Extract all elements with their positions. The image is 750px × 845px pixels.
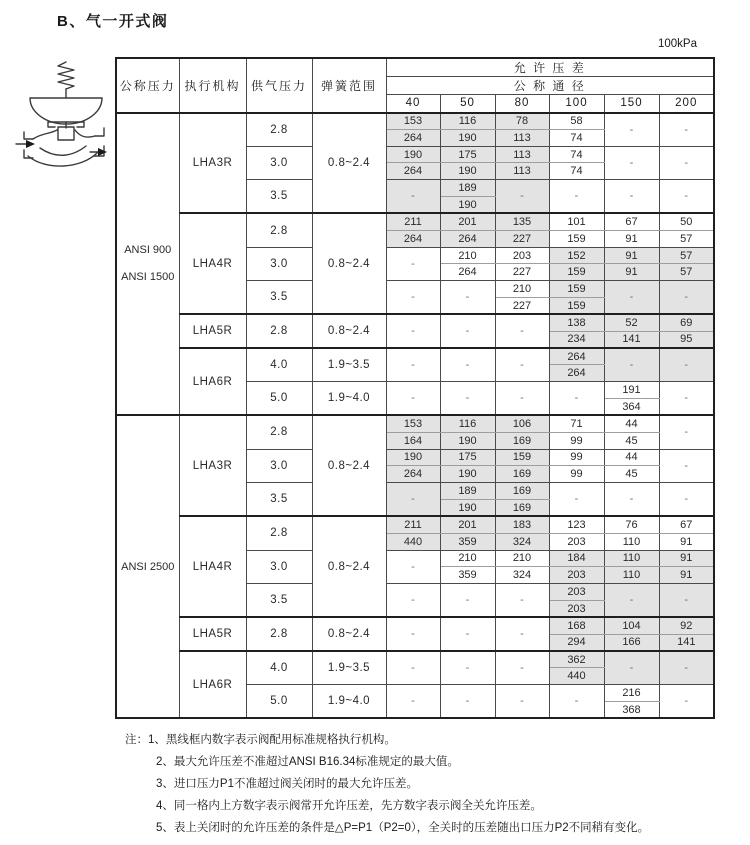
value-cell: 104 [604,617,659,634]
value-cell: 169 [495,432,549,449]
value-cell: 44 [604,449,659,466]
value-cell: 99 [549,466,604,483]
value-cell: 113 [495,129,549,146]
value-cell: 169 [495,466,549,483]
value-cell: 45 [604,432,659,449]
value-cell: 92 [659,617,714,634]
value-cell: 264 [440,230,495,247]
value-cell: 57 [659,264,714,281]
value-cell: - [386,550,440,584]
value-cell: - [386,247,440,281]
value-cell: 211 [386,213,440,230]
value-cell: - [604,146,659,180]
value-cell: 264 [549,348,604,365]
value-cell: - [386,314,440,348]
actuator-model-cell: LHA4R [179,213,246,314]
note-item: 5、表上关闭时的允许压差的条件是△P=P1（P2=0），全关时的压差随出口压力P2不同稍有变化。 [156,822,650,834]
value-cell: 190 [440,466,495,483]
value-cell: 113 [495,163,549,180]
value-cell: 91 [604,230,659,247]
value-cell: 50 [659,213,714,230]
value-cell: - [604,483,659,517]
value-cell: - [440,281,495,315]
value-cell: 216 [604,685,659,702]
value-cell: 159 [549,281,604,298]
value-cell: 201 [440,516,495,533]
column-header: 执行机构 [179,58,246,113]
value-cell: 101 [549,213,604,230]
page-title: B、气一开式阀 [57,13,169,30]
note-item: 注：1、黑线框内数字表示阀配用标准规格执行机构。 [125,734,396,746]
spring-range-cell: 1.9~4.0 [312,382,386,416]
value-cell: 57 [659,230,714,247]
value-cell: 67 [659,516,714,533]
span-header-allowable-dp: 允 许 压 差 [386,58,714,77]
spring-range-cell: 0.8~2.4 [312,415,386,516]
value-cell: 141 [604,331,659,348]
column-header: 供气压力 [246,58,312,113]
value-cell: 364 [604,399,659,416]
size-header: 150 [604,95,659,113]
value-cell: 159 [549,230,604,247]
notes-label: 注： [125,734,148,746]
value-cell: 91 [659,567,714,584]
supply-pressure-cell: 3.0 [246,247,312,281]
value-cell: - [495,651,549,685]
value-cell: 58 [549,113,604,130]
note-item: 4、同一格内上方数字表示阀常开允许压差，先方数字表示阀全关允许压差。 [156,800,542,812]
value-cell: - [386,483,440,517]
value-cell: - [495,180,549,214]
value-cell: - [604,348,659,382]
value-cell: 359 [440,533,495,550]
actuator-model-cell: LHA5R [179,617,246,651]
value-cell: 264 [386,466,440,483]
value-cell: - [386,584,440,618]
value-cell: 324 [495,567,549,584]
value-cell: - [386,348,440,382]
value-cell: 264 [386,230,440,247]
actuator-model-cell: LHA3R [179,415,246,516]
value-cell: 110 [604,533,659,550]
value-cell: 71 [549,415,604,432]
value-cell: - [440,617,495,651]
value-cell: - [386,685,440,719]
note-item: 2、最大允许压差不准超过ANSI B16.34标准规定的最大值。 [156,756,459,768]
value-cell: - [659,382,714,416]
value-cell: 264 [549,365,604,382]
value-cell: 99 [549,432,604,449]
value-cell: - [386,617,440,651]
value-cell: 159 [495,449,549,466]
value-cell: 106 [495,415,549,432]
value-cell: - [386,382,440,416]
value-cell: 91 [604,264,659,281]
spring-range-cell: 0.8~2.4 [312,213,386,314]
value-cell: 264 [386,129,440,146]
supply-pressure-cell: 3.0 [246,550,312,584]
value-cell: 153 [386,415,440,432]
value-cell: 123 [549,516,604,533]
pressure-differential-table [115,57,715,719]
value-cell: 211 [386,516,440,533]
value-cell: 110 [604,567,659,584]
value-cell: 74 [549,129,604,146]
value-cell: 189 [440,483,495,500]
value-cell: 91 [659,533,714,550]
actuator-model-cell: LHA4R [179,516,246,617]
value-cell: 201 [440,213,495,230]
supply-pressure-cell: 2.8 [246,213,312,247]
spring-range-cell: 1.9~3.5 [312,348,386,382]
value-cell: 74 [549,146,604,163]
value-cell: 52 [604,314,659,331]
value-cell: 440 [549,668,604,685]
value-cell: - [549,483,604,517]
value-cell: - [659,483,714,517]
supply-pressure-cell: 3.0 [246,449,312,483]
value-cell: 203 [549,533,604,550]
size-header: 100 [549,95,604,113]
value-cell: 168 [549,617,604,634]
value-cell: 359 [440,567,495,584]
value-cell: - [440,382,495,416]
value-cell: - [495,382,549,416]
value-cell: 210 [440,247,495,264]
value-cell: 190 [440,500,495,517]
value-cell: 74 [549,163,604,180]
pressure-class-cell: ANSI 900 ANSI 1500 [116,113,179,416]
value-cell: - [659,180,714,214]
value-cell: 45 [604,466,659,483]
value-cell: - [659,584,714,618]
supply-pressure-cell: 3.5 [246,584,312,618]
value-cell: 67 [604,213,659,230]
supply-pressure-cell: 3.5 [246,180,312,214]
value-cell: 191 [604,382,659,399]
value-cell: - [549,180,604,214]
value-cell: 99 [549,449,604,466]
value-cell: 164 [386,432,440,449]
value-cell: - [659,685,714,719]
value-cell: - [549,382,604,416]
value-cell: - [495,584,549,618]
value-cell: 203 [549,601,604,618]
value-cell: - [659,348,714,382]
value-cell: 190 [386,146,440,163]
spring-range-cell: 1.9~3.5 [312,651,386,685]
value-cell: 362 [549,651,604,668]
value-cell: - [604,113,659,147]
value-cell: 210 [495,550,549,567]
value-cell: - [604,180,659,214]
value-cell: 116 [440,113,495,130]
value-cell: 203 [549,584,604,601]
value-cell: 190 [440,129,495,146]
value-cell: - [386,180,440,214]
value-cell: 166 [604,634,659,651]
value-cell: 227 [495,230,549,247]
supply-pressure-cell: 5.0 [246,685,312,719]
value-cell: 440 [386,533,440,550]
column-header: 公称压力 [116,58,179,113]
supply-pressure-cell: 3.5 [246,483,312,517]
value-cell: 190 [440,432,495,449]
value-cell: - [440,348,495,382]
value-cell: - [495,314,549,348]
value-cell: 110 [604,550,659,567]
value-cell: 95 [659,331,714,348]
value-cell: - [659,415,714,449]
value-cell: 69 [659,314,714,331]
size-header: 40 [386,95,440,113]
value-cell: 91 [659,550,714,567]
supply-pressure-cell: 2.8 [246,113,312,147]
size-header: 50 [440,95,495,113]
value-cell: - [659,146,714,180]
spring-range-cell: 1.9~4.0 [312,685,386,719]
value-cell: 175 [440,449,495,466]
value-cell: 141 [659,634,714,651]
value-cell: 116 [440,415,495,432]
supply-pressure-cell: 3.5 [246,281,312,315]
value-cell: - [604,281,659,315]
value-cell: 190 [440,163,495,180]
actuator-model-cell: LHA3R [179,113,246,214]
value-cell: 152 [549,247,604,264]
value-cell: 78 [495,113,549,130]
notes [125,729,649,839]
value-cell: - [386,281,440,315]
value-cell: 183 [495,516,549,533]
value-cell: 76 [604,516,659,533]
value-cell: - [659,651,714,685]
value-cell: 184 [549,550,604,567]
unit-label: 100kPa [658,38,698,50]
value-cell: 210 [495,281,549,298]
supply-pressure-cell: 2.8 [246,516,312,550]
value-cell: - [659,449,714,483]
supply-pressure-cell: 2.8 [246,314,312,348]
value-cell: 159 [549,264,604,281]
note-item: 3、进口压力P1不准超过阀关闭时的最大允许压差。 [156,778,418,790]
value-cell: 324 [495,533,549,550]
value-cell: 169 [495,500,549,517]
value-cell: - [440,651,495,685]
supply-pressure-cell: 2.8 [246,617,312,651]
actuator-model-cell: LHA6R [179,348,246,415]
value-cell: 264 [386,163,440,180]
value-cell: 44 [604,415,659,432]
value-cell: 153 [386,113,440,130]
value-cell: 91 [604,247,659,264]
value-cell: 189 [440,180,495,197]
value-cell: - [495,617,549,651]
supply-pressure-cell: 4.0 [246,651,312,685]
supply-pressure-cell: 4.0 [246,348,312,382]
value-cell: - [604,584,659,618]
value-cell: 227 [495,264,549,281]
pressure-class-cell: ANSI 2500 [116,415,179,718]
value-cell: 138 [549,314,604,331]
value-cell: 175 [440,146,495,163]
value-cell: - [495,348,549,382]
value-cell: - [604,651,659,685]
value-cell: 190 [386,449,440,466]
value-cell: 190 [440,197,495,214]
supply-pressure-cell: 2.8 [246,415,312,449]
value-cell: - [386,651,440,685]
value-cell: 57 [659,247,714,264]
value-cell: 113 [495,146,549,163]
value-cell: - [440,314,495,348]
spring-range-cell: 0.8~2.4 [312,617,386,651]
value-cell: 368 [604,701,659,718]
value-cell: - [440,685,495,719]
spring-range-cell: 0.8~2.4 [312,516,386,617]
column-header: 弹簧范围 [312,58,386,113]
value-cell: - [495,685,549,719]
value-cell: 210 [440,550,495,567]
value-cell: - [659,281,714,315]
value-cell: 203 [549,567,604,584]
value-cell: 227 [495,298,549,315]
value-cell: 159 [549,298,604,315]
value-cell: 169 [495,483,549,500]
supply-pressure-cell: 5.0 [246,382,312,416]
value-cell: 264 [440,264,495,281]
span-header-nominal-diameter: 公 称 通 径 [386,77,714,95]
spring-range-cell: 0.8~2.4 [312,113,386,214]
air-to-open-valve-schematic-icon [14,60,110,170]
value-cell: 135 [495,213,549,230]
value-cell: 294 [549,634,604,651]
value-cell: - [549,685,604,719]
actuator-model-cell: LHA5R [179,314,246,348]
value-cell: 234 [549,331,604,348]
value-cell: - [440,584,495,618]
spring-range-cell: 0.8~2.4 [312,314,386,348]
actuator-model-cell: LHA6R [179,651,246,718]
size-header: 200 [659,95,714,113]
value-cell: 203 [495,247,549,264]
size-header: 80 [495,95,549,113]
supply-pressure-cell: 3.0 [246,146,312,180]
value-cell: - [659,113,714,147]
